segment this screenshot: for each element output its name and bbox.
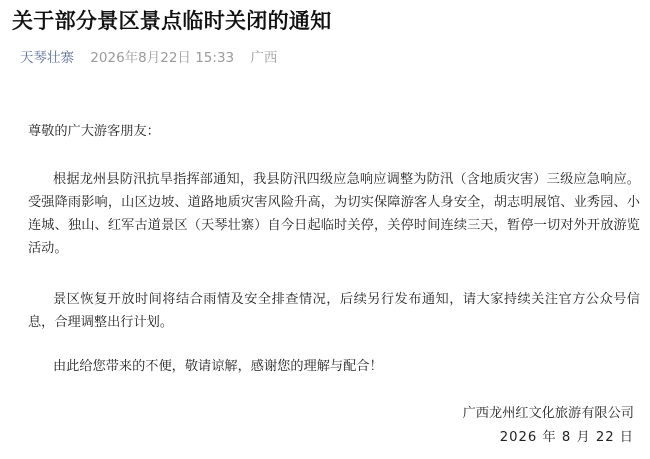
signature-date: 2026 年 8 月 22 日 [499,430,634,445]
body-paragraph-apology: 由此给您带来的不便，敬请谅解，感谢您的理解与配合！ [53,359,383,374]
signature-organization: 广西龙州红文化旅游有限公司 [462,406,634,421]
greeting: 尊敬的广大游客朋友： [28,124,160,139]
publish-region: 广西 [250,50,278,66]
body-paragraph-closure: 根据龙州县防汛抗旱指挥部通知，我县防汛四级应急响应调整为防汛（含地质灾害）三级应急响应。受强降雨影响，山区边坡、道路地质灾害风险升高，为切实保障游客人身安全，胡志明展馆、业秀园、小连城、独山、红军古道景区（天琴壮寨）自今日起临时关停，关停时间连续三天，暂停一切对外开放游览活动。 [28,172,640,256]
account-name-link[interactable]: 天琴壮寨 [20,50,74,66]
body-paragraph-reopening: 景区恢复开放时间将结合雨情及安全排查情况，后续另行发布通知，请大家持续关注官方公众号信息，合理调整出行计划。 [28,292,640,330]
publish-date: 2026年8月22日 15:33 [90,50,235,66]
article-title: 关于部分景区景点临时关闭的通知 [12,9,332,33]
article-meta [20,47,277,69]
